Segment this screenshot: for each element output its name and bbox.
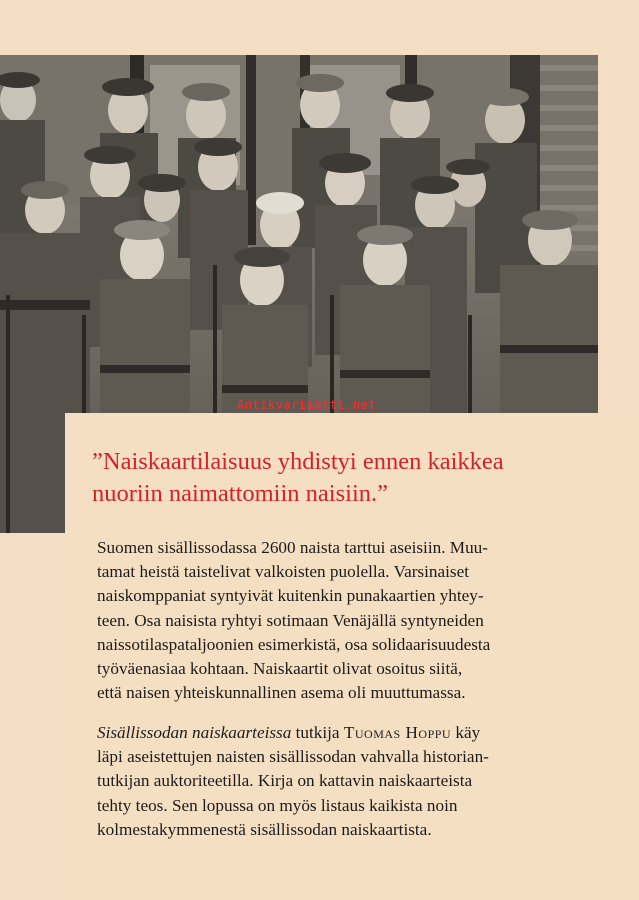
paragraph-line: tehty teos. Sen lopussa on myös listaus kaikista noin [97, 795, 458, 815]
paragraph-line: teen. Osa naisista ryhtyi sotimaan Venäjällä syntyneiden [97, 610, 484, 630]
paragraph-line: tamat heistä taistelivat valkoisten puolella. Varsinaiset [97, 562, 469, 582]
book-title: Sisällissodan naiskaarteissa [97, 723, 292, 742]
author-paragraph [97, 721, 617, 842]
paragraph-line: läpi aseistettujen naisten sisällissodan vahvalla historian- [97, 747, 489, 767]
watermark: Antikvariaatti.net [237, 398, 377, 412]
pull-quote-line: ”Naiskaartilaisuus yhdistyi ennen kaikkea [92, 448, 504, 475]
paragraph-line: naiskomppaniat syntyivät kuitenkin punakaartien yhtey- [97, 586, 484, 606]
paragraph-text: käy [451, 723, 481, 742]
paragraph-line: naissotilaspataljoonien esimerkistä, osa solidaarisuudesta [97, 634, 491, 654]
author-name: Tuomas Hoppu [343, 723, 452, 742]
paragraph-line: Suomen sisällissodassa 2600 naista tarttui aseisiin. Muu- [97, 538, 488, 557]
paragraph-line [97, 721, 617, 745]
pull-quote-line: nuoriin naimattomiin naisiin.” [92, 480, 388, 507]
paragraph-line: työväenasiaa kohtaan. Naiskaartit olivat osoitus siitä, [97, 659, 463, 679]
description-paragraph [97, 536, 617, 705]
pull-quote [92, 446, 612, 510]
paragraph-text: tutkija [291, 723, 344, 742]
paragraph-line: tutkijan auktoriteetilla. Kirja on kattavin naiskaarteista [97, 771, 473, 791]
paragraph-line: kolmestakymmenestä sisällissodan naiskaartista. [97, 819, 432, 839]
paragraph-line: että naisen yhteiskunnallinen asema oli muuttumassa. [97, 683, 466, 703]
